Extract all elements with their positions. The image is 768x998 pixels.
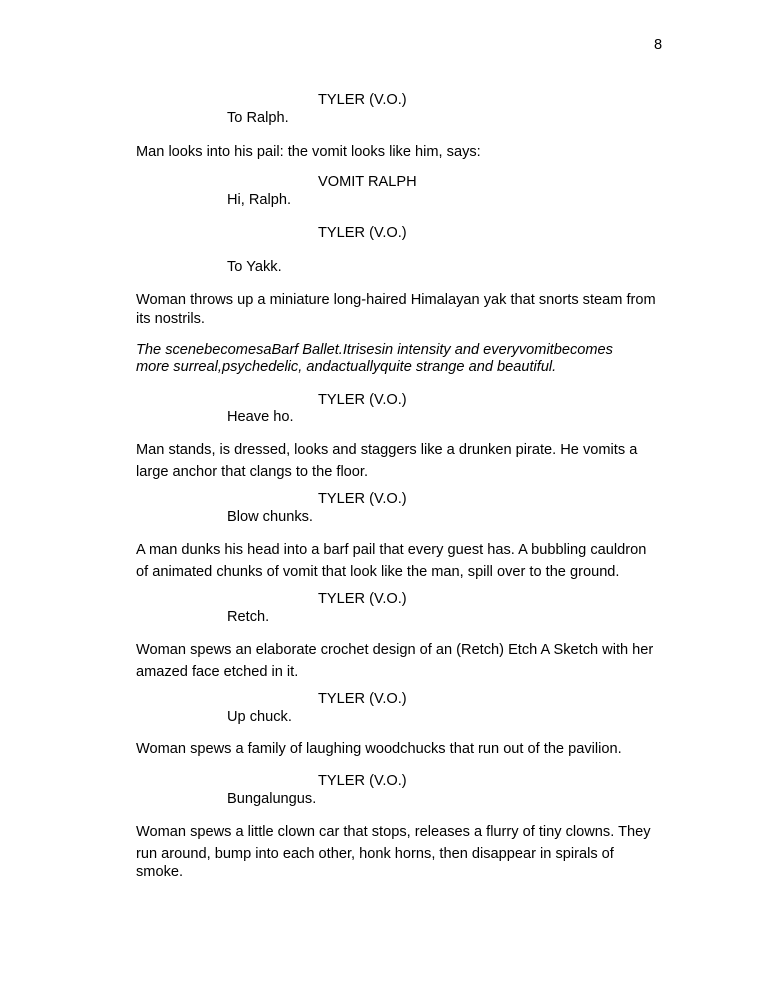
dialogue-line: Bungalungus. [227,791,317,807]
character-cue: VOMIT RALPH [318,174,417,190]
dialogue-line: To Ralph. [227,110,289,126]
character-cue: TYLER (V.O.) [318,491,407,507]
action-line: Woman spews a family of laughing woodchucks that run out of the pavilion. [136,741,622,757]
action-line: amazed face etched in it. [136,664,299,680]
action-line: Woman spews an elaborate crochet design of an (Retch) Etch A Sketch with her [136,642,654,658]
action-line: Woman spews a little clown car that stops, releases a flurry of tiny clowns. They [136,824,651,840]
dialogue-line: Blow chunks. [227,509,313,525]
action-italic-line: more surreal,psychedelic, andactuallyquite strange and beautiful. [136,359,557,375]
character-cue: TYLER (V.O.) [318,92,407,108]
action-italic-line: The scenebecomesaBarf Ballet.Itrisesin intensity and everyvomitbecomes [136,342,613,358]
character-cue: TYLER (V.O.) [318,392,407,408]
action-line: A man dunks his head into a barf pail that every guest has. A bubbling cauldron [136,542,647,558]
action-line: of animated chunks of vomit that look like the man, spill over to the ground. [136,564,620,580]
character-cue: TYLER (V.O.) [318,691,407,707]
dialogue-line: Retch. [227,609,270,625]
action-line: large anchor that clangs to the floor. [136,464,369,480]
page-number: 8 [654,37,663,53]
character-cue: TYLER (V.O.) [318,773,407,789]
dialogue-line: Up chuck. [227,709,292,725]
action-line: Man looks into his pail: the vomit looks like him, says: [136,144,481,160]
character-cue: TYLER (V.O.) [318,225,407,241]
dialogue-line: To Yakk. [227,259,282,275]
action-line: Man stands, is dressed, looks and staggers like a drunken pirate. He vomits a [136,442,638,458]
action-line: Woman throws up a miniature long-haired Himalayan yak that snorts steam from [136,292,656,308]
character-cue: TYLER (V.O.) [318,591,407,607]
action-line: smoke. [136,864,184,880]
action-line: run around, bump into each other, honk horns, then disappear in spirals of [136,846,614,862]
action-line: its nostrils. [136,311,205,327]
dialogue-line: Heave ho. [227,409,294,425]
dialogue-line: Hi, Ralph. [227,192,292,208]
